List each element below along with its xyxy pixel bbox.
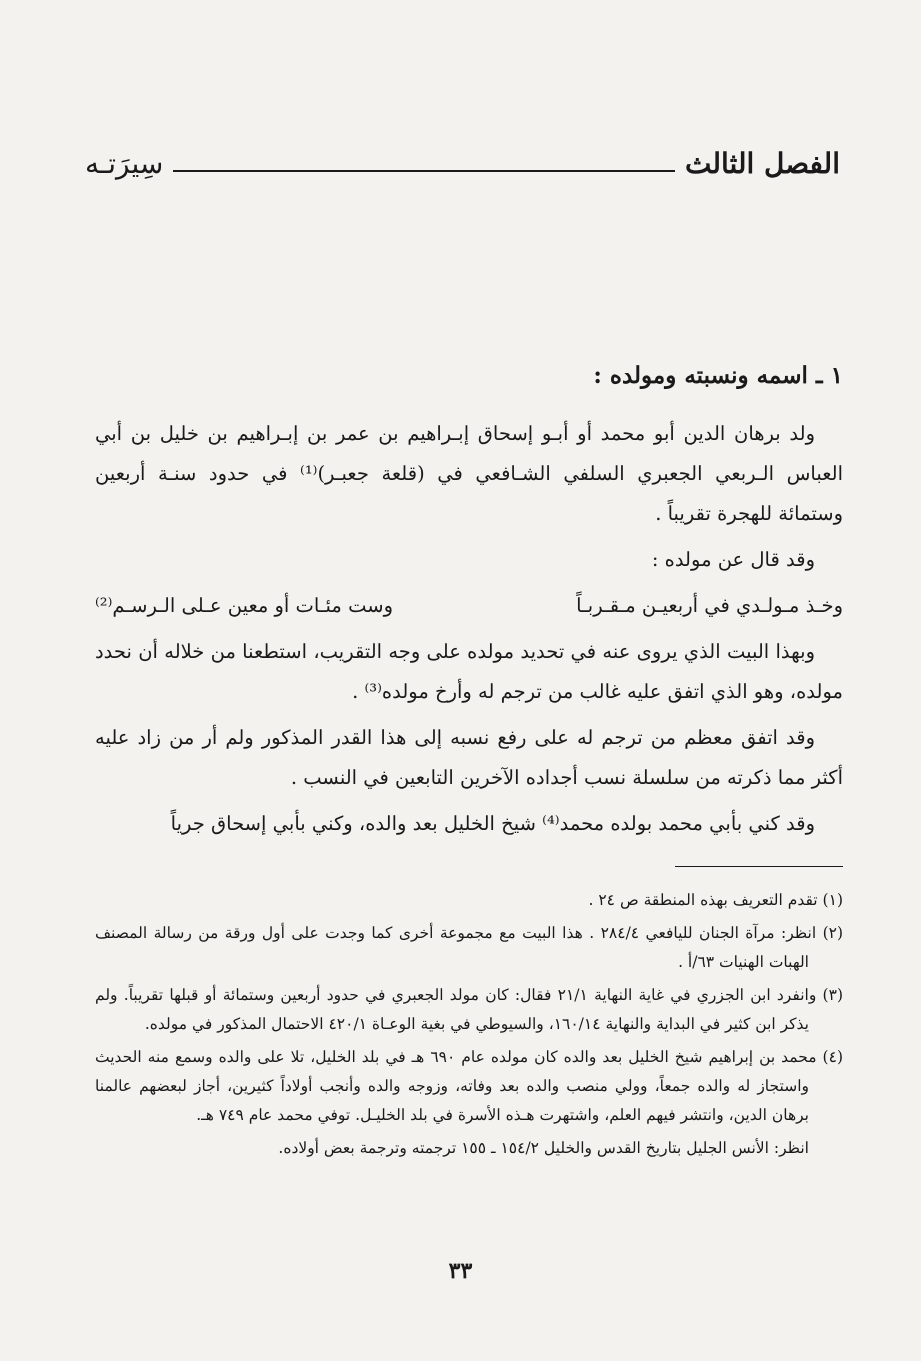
footnotes [95,886,843,1163]
footnote-4-source: انظر: الأنس الجليل بتاريخ القدس والخليل ١٥٤/٢ ـ ١٥٥ ترجمته وترجمة بعض أولاده. [278,1139,809,1157]
section-heading: ١ ـ اسمه ونسبته ومولده : [593,362,843,389]
running-header [85,138,840,178]
section-title: سِيرَتـه [85,147,164,180]
footnote-3: (٣) وانفرد ابن الجزري في غاية النهاية ٢١/١ فقال: كان مولد الجعبري في حدود أربعين وستمائة أو قبلها تقريباً. ولم يذكر ابن كثير في البداية والنهاية ١٦٠/١٤، والسيوطي في بغية الوعـاة ٤٢٠/١ الاحتمال المذكور في مولده. [95,986,843,1033]
page-number: ٣٣ [448,1258,473,1284]
chapter-title: الفصل الثالث [684,147,840,180]
paragraph-kunya: وقد كني بأبي محمد بولده محمد⁽⁴⁾ شيخ الخليل بعد والده، وكني بأبي إسحاق جرياً [170,812,815,836]
paragraph-verse-intro: وقد قال عن مولده : [651,548,815,572]
header-rule [173,170,675,172]
footnote-2: (٢) انظر: مرآة الجنان لليافعي ٢٨٤/٤ . هذا البيت مع مجموعة أخرى كما وجدت على أول ورقة من رسالة المصنف الهبات الهنيات ٦٣/أ . [95,924,844,971]
paragraph-lineage-agreement: وقد اتفق معظم من ترجم له على رفع نسبه إلى هذا القدر المذكور ولم أر من زاد عليه أكثر مما ذكرته من سلسلة نسب أجداده الآخرين التابعين في النسب . [95,726,843,790]
footnote-1: (١) تقدم التعريف بهذه المنطقة ص ٢٤ . [588,891,843,909]
verse-line [95,586,843,626]
footnote-separator [675,866,843,867]
paragraph-birth-date: وبهذا البيت الذي يروى عنه في تحديد مولده على وجه التقريب، استطعنا من خلاله أن نحدد مولده، وهو الذي اتفق عليه غالب من ترجم له وأرخ مولده⁽³⁾ . [95,640,843,704]
footnote-4: (٤) محمد بن إبراهيم شيخ الخليل بعد والده كان مولده عام ٦٩٠ هـ في بلد الخليل، تلا على والده وسمع منه الحديث واستجاز له والده جمعاً، وولي منصب والده بعد وفاته، وزوجه والده وأنجب أولاداً كثيرين، أجاز لبعضهم عالمنا برهان الدين، وانتشر فيهم العلم، واشتهرت هـذه الأسرة في بلد الخليـل. توفي محمد عام ٧٤٩ هـ. [95,1048,843,1124]
verse-second-hemistich: وست مئـات أو معين عـلى الـرسـم⁽²⁾ [95,594,393,618]
verse-first-hemistich: وخـذ مـولـدي في أربعيـن مـقـربـاً [576,594,843,618]
paragraph-name-lineage: ولد برهان الدين أبو محمد أو أبـو إسحاق إبـراهيم بن عمر بن إبـراهيم بن خليل بن أبي العباس الـربعي الجعبري السلفي الشـافعي في (قلعة جعبـر)⁽¹⁾ في حدود سنـة أربعين وستمائة للهجرة تقريباً . [95,422,843,526]
main-text [95,360,843,850]
